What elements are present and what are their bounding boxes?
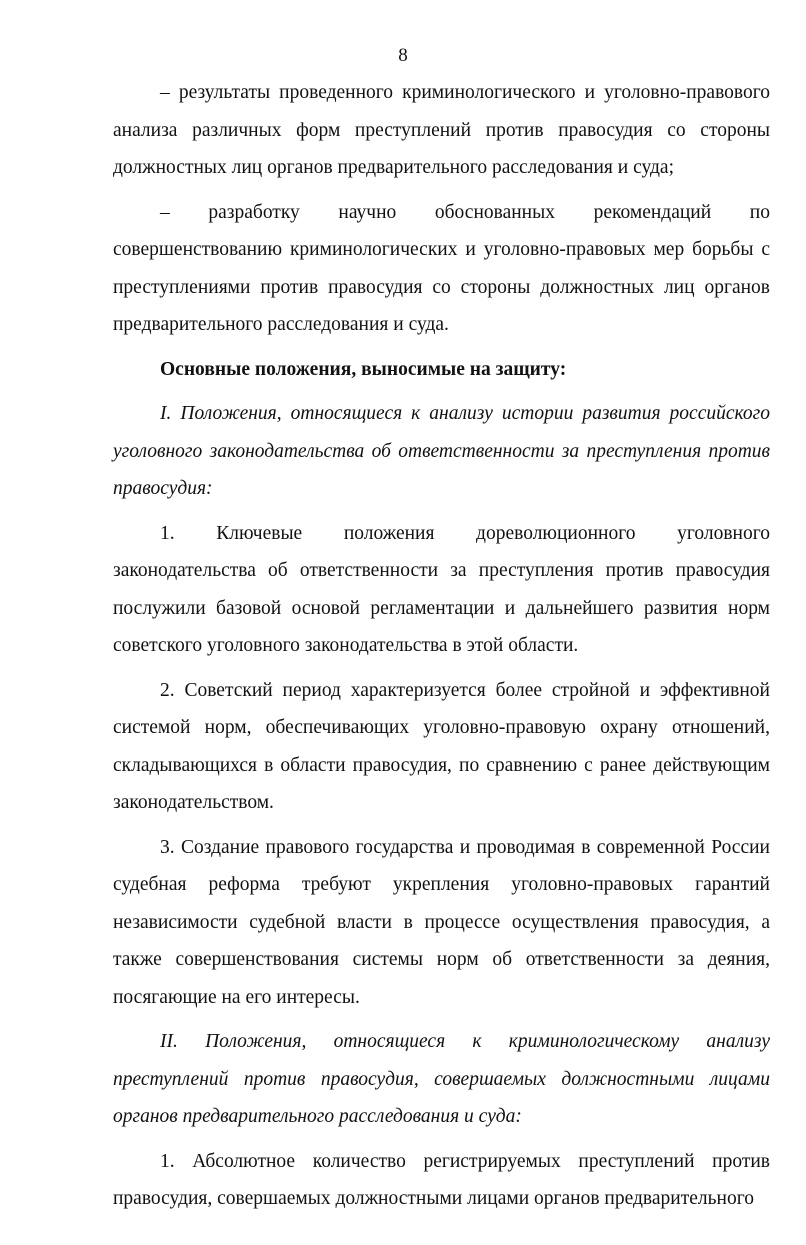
subheading-criminology-provisions: II. Положения, относящиеся к криминологическому анализу преступлений против правосудия, совершаемых должностными лицами органов предварительного расследования и суда: xyxy=(113,1031,770,1127)
subheading-history-provisions: I. Положения, относящиеся к анализу истории развития российского уголовного законодательства об ответственности за преступления против правосудия: xyxy=(113,403,770,499)
section-heading-defense-points: Основные положения, выносимые на защиту: xyxy=(160,358,567,380)
provision-1-1: 1. Ключевые положения дореволюционного уголовного законодательства об ответственности за преступления против правосудия послужили базовой основой регламентации и дальнейшего развития норм советского уголовного законодательства в этой области. xyxy=(113,522,770,656)
provision-2-1: 1. Абсолютное количество регистрируемых преступлений против правосудия, совершаемых должностными лицами органов предварительного xyxy=(113,1150,770,1209)
paragraph-recommendations: – разработку научно обоснованных рекомендаций по совершенствованию криминологических и уголовно-правовых мер борьбы с преступлениями против правосудия со стороны должностных лиц органов предварительного расследования и суда. xyxy=(113,201,770,335)
provision-1-2: 2. Советский период характеризуется более стройной и эффективной системой норм, обеспечивающих уголовно-правовую охрану отношений, складывающихся в области правосудия, по сравнению с ранее действующим законодательством. xyxy=(113,679,770,813)
document-body xyxy=(113,74,770,1218)
provision-1-3: 3. Создание правового государства и проводимая в современной России судебная реформа требуют укрепления уголовно-правовых гарантий независимости судебной власти в процессе осуществления правосудия, а также совершенствования системы норм об ответственности за деяния, посягающие на его интересы. xyxy=(113,836,770,1008)
page-number: 8 xyxy=(398,45,408,66)
paragraph-results: – результаты проведенного криминологического и уголовно-правового анализа различных форм преступлений против правосудия со стороны должностных лиц органов предварительного расследования и суда; xyxy=(113,82,770,178)
